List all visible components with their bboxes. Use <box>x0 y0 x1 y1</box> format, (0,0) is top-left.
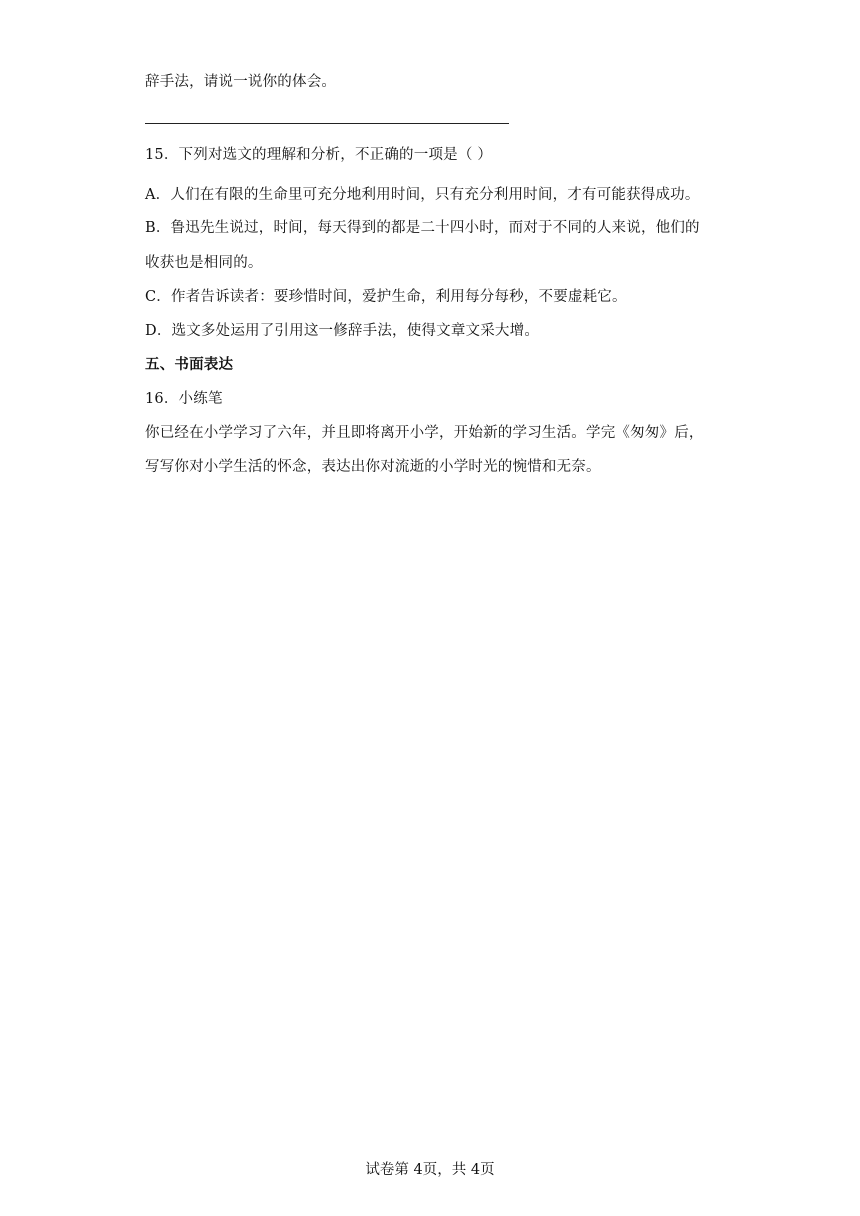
question-14-tail: 辞手法，请说一说你的体会。 <box>145 74 337 90</box>
question-15-option-d[interactable]: D．选文多处运用了引用这一修辞手法，使得文章文采大增。 <box>145 323 540 339</box>
answer-blank-line[interactable] <box>145 123 509 124</box>
question-15-option-b-line1[interactable]: B．鲁迅先生说过，时间，每天得到的都是二十四小时，而对于不同的人来说，他们的 <box>145 220 700 236</box>
page-footer: 试卷第 4页，共 4页 <box>365 1162 495 1178</box>
question-15-stem: 15．下列对选文的理解和分析，不正确的一项是（ ） <box>145 147 493 163</box>
question-15-option-c[interactable]: C．作者告诉读者：要珍惜时间，爱护生命，利用每分每秒，不要虚耗它。 <box>145 289 627 305</box>
question-16-prompt-line2: 写写你对小学生活的怀念，表达出你对流逝的小学时光的惋惜和无奈。 <box>145 459 601 475</box>
question-15-option-a[interactable]: A．人们在有限的生命里可充分地利用时间，只有充分利用时间，才有可能获得成功。 <box>145 187 700 203</box>
question-15-option-b-line2[interactable]: 收获也是相同的。 <box>145 255 263 271</box>
question-16-prompt-line1: 你已经在小学学习了六年，并且即将离开小学，开始新的学习生活。学完《匆匆》后， <box>145 425 704 441</box>
question-16-title: 16．小练笔 <box>145 391 223 407</box>
section-5-heading: 五、书面表达 <box>145 356 234 373</box>
